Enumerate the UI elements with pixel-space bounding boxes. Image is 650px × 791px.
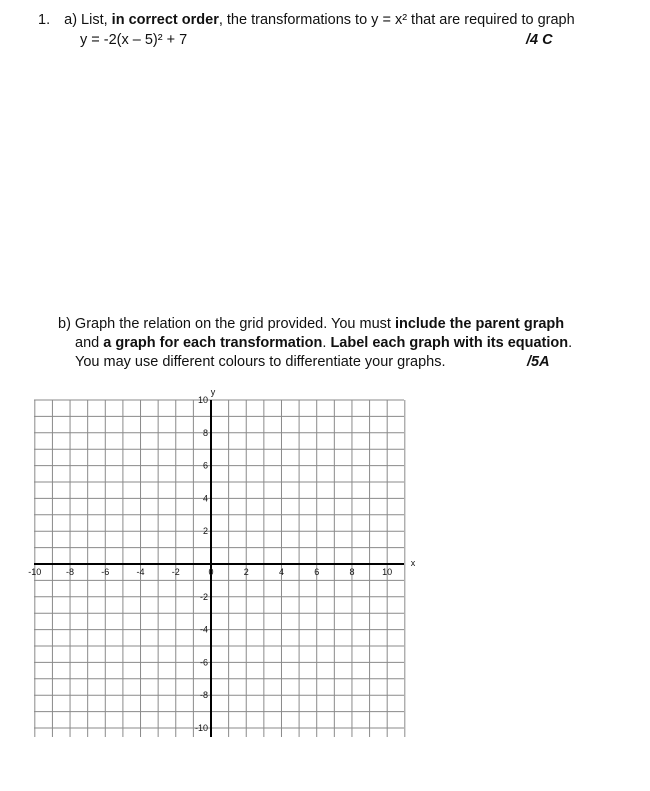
y-tick-label: 10 xyxy=(197,395,208,405)
x-axis-label: x xyxy=(410,558,416,568)
x-tick-label: 4 xyxy=(278,567,284,577)
x-tick-label: 2 xyxy=(243,567,249,577)
question-1a-bold: in correct order xyxy=(111,12,219,28)
target-equation: y = -2(x – 5)² + 7 xyxy=(80,32,188,48)
x-tick-label: -2 xyxy=(171,567,180,577)
y-tick-label: -6 xyxy=(199,657,208,668)
x-tick-label: 6 xyxy=(314,567,320,577)
question-1b-line2-bold2: Label each graph with its equation xyxy=(330,335,569,351)
part-b-marks: /5A xyxy=(527,354,550,370)
y-axis-label: y xyxy=(210,387,216,397)
y-tick-label: -8 xyxy=(199,690,208,701)
x-tick-label: -10 xyxy=(28,567,42,577)
part-a-marks: /4 C xyxy=(526,32,553,48)
question-1a-prefix: a) List, xyxy=(64,12,112,28)
question-1b-line2-prefix: and xyxy=(75,335,104,351)
y-tick-label: 2 xyxy=(202,526,208,537)
question-1b-line1-bold: include the parent graph xyxy=(394,316,565,332)
question-1b-line2-end: . xyxy=(568,335,573,351)
y-tick-label: 6 xyxy=(202,460,208,471)
y-tick-label: 8 xyxy=(202,427,208,438)
y-tick-label: -2 xyxy=(199,591,208,602)
question-1b-line1-prefix: b) Graph the relation on the grid provided. You must xyxy=(58,316,395,332)
x-tick-label: 10 xyxy=(382,567,393,577)
x-tick-label: -6 xyxy=(101,567,110,577)
question-1b-line2-mid: . xyxy=(322,335,331,351)
x-tick-label: 8 xyxy=(349,567,355,577)
x-tick-label: 0 xyxy=(208,567,214,577)
question-number: 1. xyxy=(38,12,51,28)
x-tick-label: -8 xyxy=(66,567,75,577)
question-1b-line2-bold1: a graph for each transformation xyxy=(103,335,323,351)
y-tick-label: -4 xyxy=(199,624,208,635)
y-tick-label: -10 xyxy=(194,723,208,733)
question-1b-line3: You may use different colours to differentiate your graphs. xyxy=(75,354,446,370)
x-tick-label: -4 xyxy=(136,567,145,577)
question-1a-suffix: , the transformations to y = x² that are required to graph xyxy=(218,12,575,28)
y-tick-label: 4 xyxy=(202,493,208,504)
